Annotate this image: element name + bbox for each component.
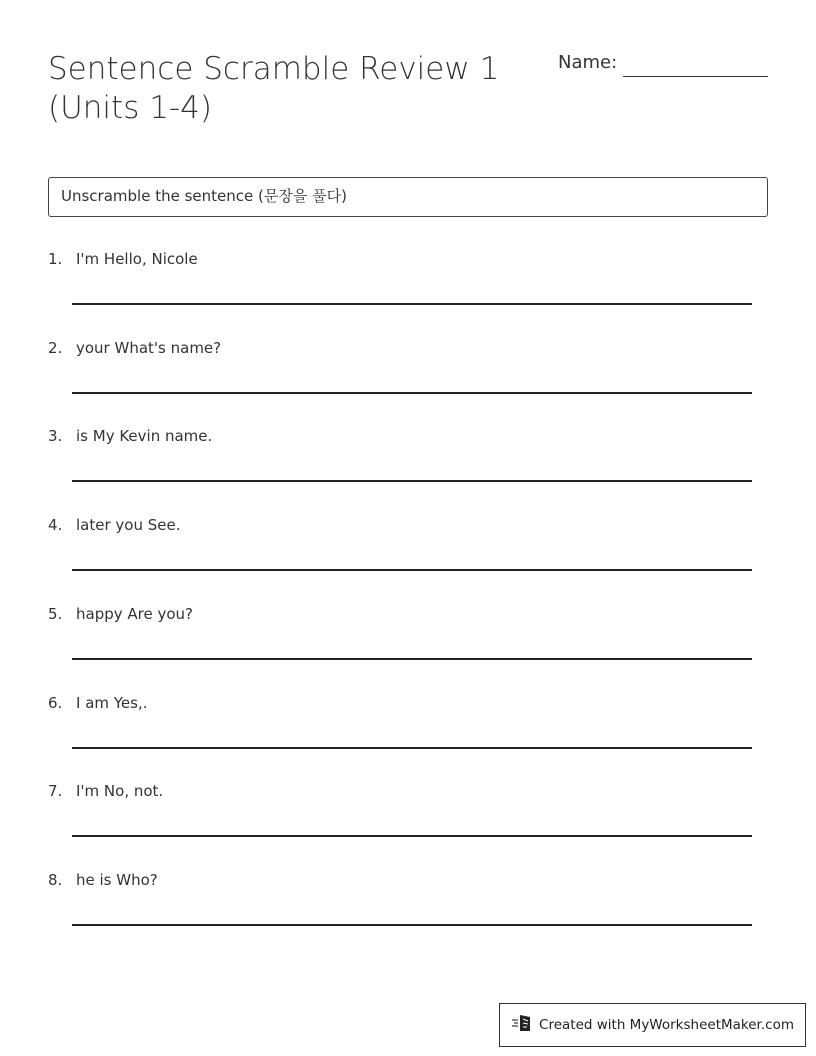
question-number: 3. [48,427,63,446]
footer-text: Created with MyWorksheetMaker.com [539,1017,794,1033]
answer-line[interactable] [72,747,752,749]
question-text: I am Yes,. [76,693,148,712]
question-item [48,782,163,800]
footer-badge[interactable] [499,1003,806,1047]
question-text: happy Are you? [76,604,194,623]
question-text: is My Kevin name. [76,427,213,446]
question-item [48,427,212,445]
answer-line[interactable] [72,835,752,837]
question-item [48,694,148,712]
question-text: I'm Hello, Nicole [76,250,198,268]
question-number: 6. [48,693,63,712]
answer-line[interactable] [72,480,752,482]
answer-line[interactable] [72,658,752,660]
name-label: Name: [558,52,618,73]
question-text: later you See. [76,516,181,535]
name-field[interactable] [623,76,768,77]
question-text: your What's name? [76,338,222,357]
question-number: 5. [48,604,63,623]
question-item [48,871,158,889]
question-item [48,250,198,268]
title-line-2: (Units 1-4) [48,90,212,126]
question-item [48,605,193,623]
question-item [48,339,221,357]
question-number: 7. [48,782,63,801]
question-number: 1. [48,250,63,268]
answer-line[interactable] [72,924,752,926]
answer-line[interactable] [72,303,752,305]
worksheet-logo-icon [511,1013,533,1037]
answer-line[interactable] [72,392,752,394]
question-number: 4. [48,516,63,535]
instruction-box: Unscramble the sentence (문장을 풀다) [48,177,768,217]
question-item [48,516,180,534]
title-line-1: Sentence Scramble Review 1 [48,51,500,87]
worksheet-title [48,50,508,128]
question-number: 2. [48,338,63,357]
question-number: 8. [48,870,63,889]
question-text: I'm No, not. [76,782,164,801]
answer-line[interactable] [72,569,752,571]
question-text: he is Who? [76,870,158,889]
